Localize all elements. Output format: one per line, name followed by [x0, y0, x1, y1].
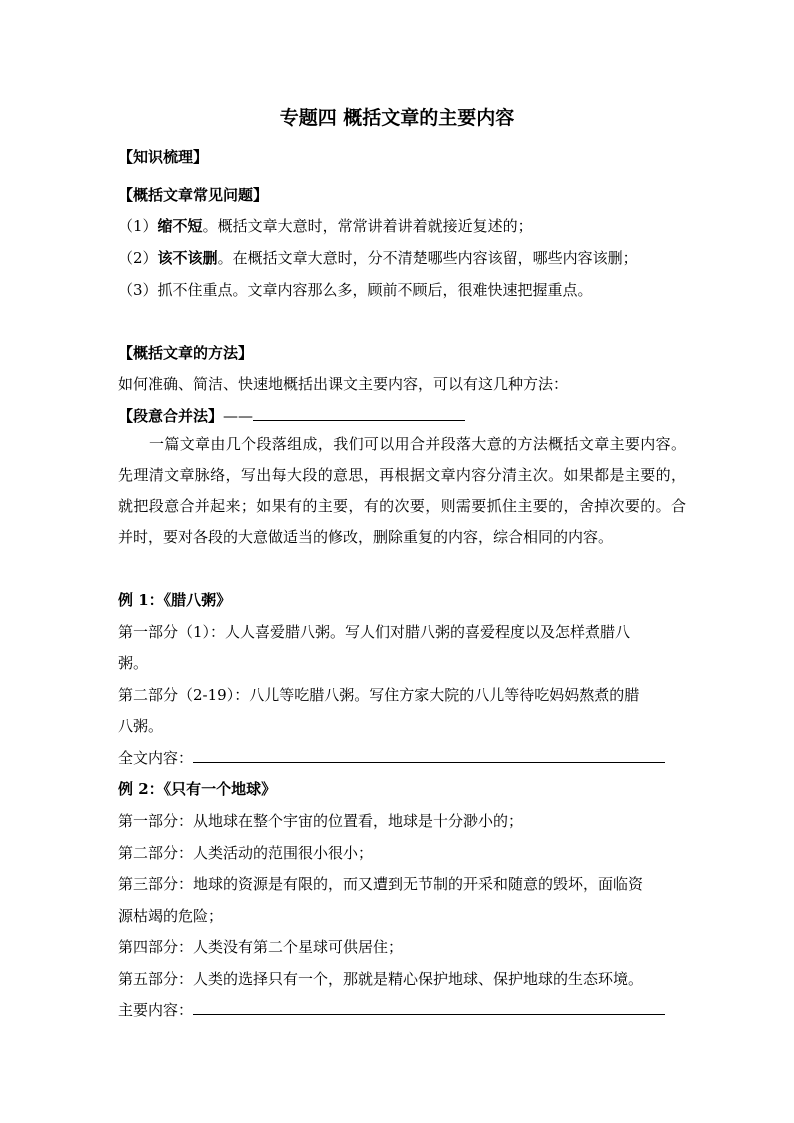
example1-title: 例 1：《腊八粥》: [118, 591, 232, 609]
example2-title: 例 2：《只有一个地球》: [118, 780, 277, 798]
example2-part3-line1: 第三部分：地球的资源是有限的，而又遭到无节制的开采和随意的毁坏，面临资: [118, 875, 644, 893]
problem-item-3: [118, 277, 593, 303]
problem-prefix: （2）: [118, 249, 158, 267]
problem-keyword: 缩不短: [157, 217, 203, 235]
example2-part5: 第五部分：人类的选择只有一个，那就是精心保护地球、保护地球的生态环境。: [118, 970, 644, 988]
methods-intro: 如何准确、简洁、快速地概括出课文主要内容，可以有这几种方法：: [118, 375, 569, 393]
problem-text: 。在概括文章大意时，分不清楚哪些内容该留，哪些内容该删；: [217, 249, 638, 267]
example2-part3-line2: 源枯竭的危险；: [118, 907, 224, 925]
page-title: 专题四 概括文章的主要内容: [279, 107, 515, 129]
problem-keyword: 该不该删: [157, 249, 218, 267]
example1-summary: [118, 745, 665, 771]
example1-part2-line2: 八粥。: [118, 717, 164, 735]
example1-summary-label: 全文内容：: [118, 749, 194, 767]
methods-header: 【概括文章的方法】: [118, 344, 254, 362]
method1-label: 【段意合并法】: [118, 407, 224, 425]
example2-summary-label: 主要内容：: [118, 1001, 194, 1019]
example2-part1: 第一部分：从地球在整个宇宙的位置看，地球是十分渺小的；: [118, 812, 524, 830]
problem-item-2: [118, 245, 638, 271]
method1-heading: [118, 403, 465, 429]
example1-part2-line1: 第二部分（2-19）：八儿等吃腊八粥。写住方家大院的八儿等待吃妈妈熬煮的腊: [118, 686, 640, 704]
example2-summary: [118, 997, 665, 1023]
example1-summary-blank[interactable]: [193, 748, 665, 763]
problem-text: 。概括文章大意时，常常讲着讲着就接近复述的；: [202, 217, 533, 235]
example2-summary-blank[interactable]: [193, 1000, 665, 1015]
problem-prefix: （1）: [118, 217, 158, 235]
knowledge-header: 【知识梳理】: [118, 148, 209, 166]
example1-part1-line1: 第一部分（1）：人人喜爱腊八粥。写人们对腊八粥的喜爱程度以及怎样煮腊八: [118, 623, 631, 641]
example2-part4: 第四部分：人类没有第二个星球可供居住；: [118, 938, 404, 956]
problem-prefix: （3）: [118, 281, 158, 299]
example2-part2: 第二部分：人类活动的范围很小很小；: [118, 844, 374, 862]
method1-answer-blank[interactable]: [253, 406, 465, 421]
problems-header: 【概括文章常见问题】: [118, 186, 269, 204]
method1-description: 一篇文章由几个段落组成，我们可以用合并段落大意的方法概括文章主要内容。先理清文章脉络，写出每大段的意思，再根据文章内容分清主次。如果都是主要的，就把段意合并起来；如果有的主要，有的次要，则需要抓住主要的，舍掉次要的。合并时，要对各段的大意做适当的修改，删除重复的内容，综合相同的内容。: [118, 435, 686, 546]
problem-text: 抓不住重点。文章内容那么多，顾前不顾后，很难快速把握重点。: [157, 281, 593, 299]
example1-part1-line2: 粥。: [118, 654, 149, 672]
method1-dash: ——: [223, 407, 254, 425]
problem-item-1: [118, 213, 533, 239]
